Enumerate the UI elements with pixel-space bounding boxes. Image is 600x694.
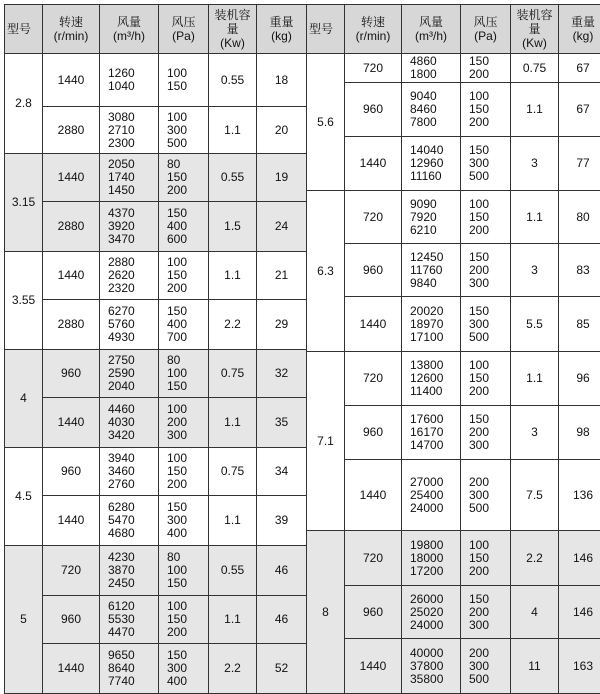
- header-model: 型号: [307, 5, 345, 54]
- fan-spec-table: [4, 4, 600, 694]
- weight-cell: 80: [559, 191, 600, 244]
- airflow-cell: 4230 3870 2450: [100, 546, 159, 596]
- speed-cell: 960: [43, 448, 100, 496]
- weight-cell: 18: [257, 54, 307, 107]
- power-cell: 0.75: [209, 350, 257, 398]
- airflow-cell: 13800 12600 11400: [402, 352, 461, 406]
- header-power: 装机容量 (Kw): [209, 5, 257, 54]
- header-row: [5, 5, 600, 54]
- speed-cell: 2880: [43, 107, 100, 154]
- pressure-cell: 150 200 300: [461, 244, 511, 297]
- airflow-cell: 6120 5530 4470: [100, 596, 159, 644]
- power-cell: 0.55: [209, 546, 257, 596]
- power-cell: 1.1: [511, 191, 559, 244]
- weight-cell: 39: [257, 496, 307, 546]
- pressure-cell: 100 200 300: [159, 398, 209, 448]
- table-body: [5, 54, 600, 694]
- power-cell: 1.1: [209, 107, 257, 154]
- airflow-cell: 17600 16170 14700: [402, 406, 461, 460]
- table-row: [5, 54, 600, 83]
- airflow-cell: 9090 7920 6210: [402, 191, 461, 244]
- weight-cell: 67: [559, 54, 600, 83]
- header-weight: 重量 (kg): [559, 5, 600, 54]
- speed-cell: 960: [345, 406, 402, 460]
- pressure-cell: 100 150 200: [461, 352, 511, 406]
- weight-cell: 98: [559, 406, 600, 460]
- power-cell: 0.75: [209, 448, 257, 496]
- model-cell: 3.15: [5, 154, 43, 252]
- model-cell: 4: [5, 350, 43, 448]
- airflow-cell: 4860 1800: [402, 54, 461, 83]
- pressure-cell: 100 150 200: [159, 596, 209, 644]
- weight-cell: 29: [257, 300, 307, 350]
- speed-cell: 1440: [345, 137, 402, 191]
- pressure-cell: 100 150 200: [159, 252, 209, 300]
- model-cell: 5.6: [307, 54, 345, 191]
- weight-cell: 19: [257, 154, 307, 202]
- header-pressure: 风压 (Pa): [159, 5, 209, 54]
- pressure-cell: 150 200 300: [461, 586, 511, 639]
- weight-cell: 21: [257, 252, 307, 300]
- pressure-cell: 150 200 300: [461, 406, 511, 460]
- header-airflow: 风量 (m³/h): [100, 5, 159, 54]
- header-weight: 重量 (kg): [257, 5, 307, 54]
- header-speed: 转速 (r/min): [345, 5, 402, 54]
- power-cell: 7.5: [511, 460, 559, 531]
- header-pressure: 风压 (Pa): [461, 5, 511, 54]
- airflow-cell: 4460 4030 3420: [100, 398, 159, 448]
- weight-cell: 77: [559, 137, 600, 191]
- power-cell: 1.1: [511, 352, 559, 406]
- speed-cell: 720: [345, 531, 402, 586]
- airflow-cell: 12450 11760 9840: [402, 244, 461, 297]
- speed-cell: 960: [345, 586, 402, 639]
- speed-cell: 960: [43, 350, 100, 398]
- pressure-cell: 100 150 200: [461, 531, 511, 586]
- airflow-cell: 6280 5470 4680: [100, 496, 159, 546]
- airflow-cell: 4370 3920 3470: [100, 202, 159, 252]
- weight-cell: 34: [257, 448, 307, 496]
- pressure-cell: 200 300 500: [461, 460, 511, 531]
- pressure-cell: 150 300 400: [159, 644, 209, 694]
- speed-cell: 1440: [43, 496, 100, 546]
- airflow-cell: 20020 18970 17100: [402, 297, 461, 352]
- pressure-cell: 150 400 600: [159, 202, 209, 252]
- model-cell: 3.55: [5, 252, 43, 350]
- header-speed: 转速 (r/min): [43, 5, 100, 54]
- pressure-cell: 100 300 500: [159, 107, 209, 154]
- airflow-cell: 3080 2710 2300: [100, 107, 159, 154]
- power-cell: 3: [511, 244, 559, 297]
- pressure-cell: 150 300 500: [461, 137, 511, 191]
- airflow-cell: 2750 2590 2040: [100, 350, 159, 398]
- weight-cell: 20: [257, 107, 307, 154]
- airflow-cell: 19800 18000 17200: [402, 531, 461, 586]
- weight-cell: 96: [559, 352, 600, 406]
- speed-cell: 720: [43, 546, 100, 596]
- model-cell: 4.5: [5, 448, 43, 546]
- power-cell: 2.2: [209, 644, 257, 694]
- pressure-cell: 150 300 500: [461, 297, 511, 352]
- speed-cell: 720: [345, 352, 402, 406]
- airflow-cell: 27000 25400 24000: [402, 460, 461, 531]
- speed-cell: 1440: [345, 297, 402, 352]
- power-cell: 2.2: [209, 300, 257, 350]
- power-cell: 1.1: [209, 252, 257, 300]
- pressure-cell: 150 200: [461, 54, 511, 83]
- pressure-cell: 80 100 150: [159, 350, 209, 398]
- power-cell: 1.1: [209, 496, 257, 546]
- pressure-cell: 100 150 200: [461, 191, 511, 244]
- pressure-cell: 150 300 400: [159, 496, 209, 546]
- speed-cell: 720: [345, 191, 402, 244]
- speed-cell: 960: [345, 244, 402, 297]
- power-cell: 3: [511, 406, 559, 460]
- header-model: 型号: [5, 5, 43, 54]
- pressure-cell: 100 150 200: [461, 83, 511, 137]
- airflow-cell: 6270 5760 4930: [100, 300, 159, 350]
- airflow-cell: 2880 2620 2320: [100, 252, 159, 300]
- power-cell: 3: [511, 137, 559, 191]
- speed-cell: 1440: [43, 252, 100, 300]
- airflow-cell: 2050 1740 1450: [100, 154, 159, 202]
- power-cell: 4: [511, 586, 559, 639]
- speed-cell: 1440: [43, 154, 100, 202]
- weight-cell: 52: [257, 644, 307, 694]
- power-cell: 1.1: [511, 83, 559, 137]
- model-cell: 6.3: [307, 191, 345, 352]
- weight-cell: 35: [257, 398, 307, 448]
- speed-cell: 2880: [43, 202, 100, 252]
- speed-cell: 720: [345, 54, 402, 83]
- airflow-cell: 1260 1040: [100, 54, 159, 107]
- weight-cell: 146: [559, 531, 600, 586]
- power-cell: 11: [511, 639, 559, 694]
- speed-cell: 1440: [345, 460, 402, 531]
- speed-cell: 1440: [345, 639, 402, 694]
- weight-cell: 83: [559, 244, 600, 297]
- weight-cell: 46: [257, 546, 307, 596]
- power-cell: 0.55: [209, 54, 257, 107]
- airflow-cell: 9040 8460 7800: [402, 83, 461, 137]
- power-cell: 1.1: [209, 596, 257, 644]
- speed-cell: 960: [43, 596, 100, 644]
- model-cell: 7.1: [307, 352, 345, 531]
- power-cell: 1.1: [209, 398, 257, 448]
- model-cell: 8: [307, 531, 345, 694]
- weight-cell: 67: [559, 83, 600, 137]
- power-cell: 5.5: [511, 297, 559, 352]
- pressure-cell: 100 150: [159, 54, 209, 107]
- weight-cell: 136: [559, 460, 600, 531]
- power-cell: 0.55: [209, 154, 257, 202]
- power-cell: 1.5: [209, 202, 257, 252]
- speed-cell: 1440: [43, 398, 100, 448]
- speed-cell: 2880: [43, 300, 100, 350]
- speed-cell: 1440: [43, 54, 100, 107]
- power-cell: 2.2: [511, 531, 559, 586]
- pressure-cell: 150 400 700: [159, 300, 209, 350]
- airflow-cell: 40000 37800 35800: [402, 639, 461, 694]
- weight-cell: 24: [257, 202, 307, 252]
- weight-cell: 46: [257, 596, 307, 644]
- speed-cell: 960: [345, 83, 402, 137]
- model-cell: 5: [5, 546, 43, 694]
- airflow-cell: 14040 12960 11160: [402, 137, 461, 191]
- power-cell: 0.75: [511, 54, 559, 83]
- weight-cell: 85: [559, 297, 600, 352]
- header-airflow: 风量 (m³/h): [402, 5, 461, 54]
- pressure-cell: 100 150 200: [159, 448, 209, 496]
- pressure-cell: 80 150 200: [159, 154, 209, 202]
- weight-cell: 163: [559, 639, 600, 694]
- airflow-cell: 9650 8640 7740: [100, 644, 159, 694]
- header-power: 装机容量 (Kw): [511, 5, 559, 54]
- model-cell: 2.8: [5, 54, 43, 154]
- pressure-cell: 80 100 150: [159, 546, 209, 596]
- airflow-cell: 26000 25020 24000: [402, 586, 461, 639]
- pressure-cell: 200 300 500: [461, 639, 511, 694]
- speed-cell: 1440: [43, 644, 100, 694]
- airflow-cell: 3940 3460 2760: [100, 448, 159, 496]
- weight-cell: 32: [257, 350, 307, 398]
- weight-cell: 146: [559, 586, 600, 639]
